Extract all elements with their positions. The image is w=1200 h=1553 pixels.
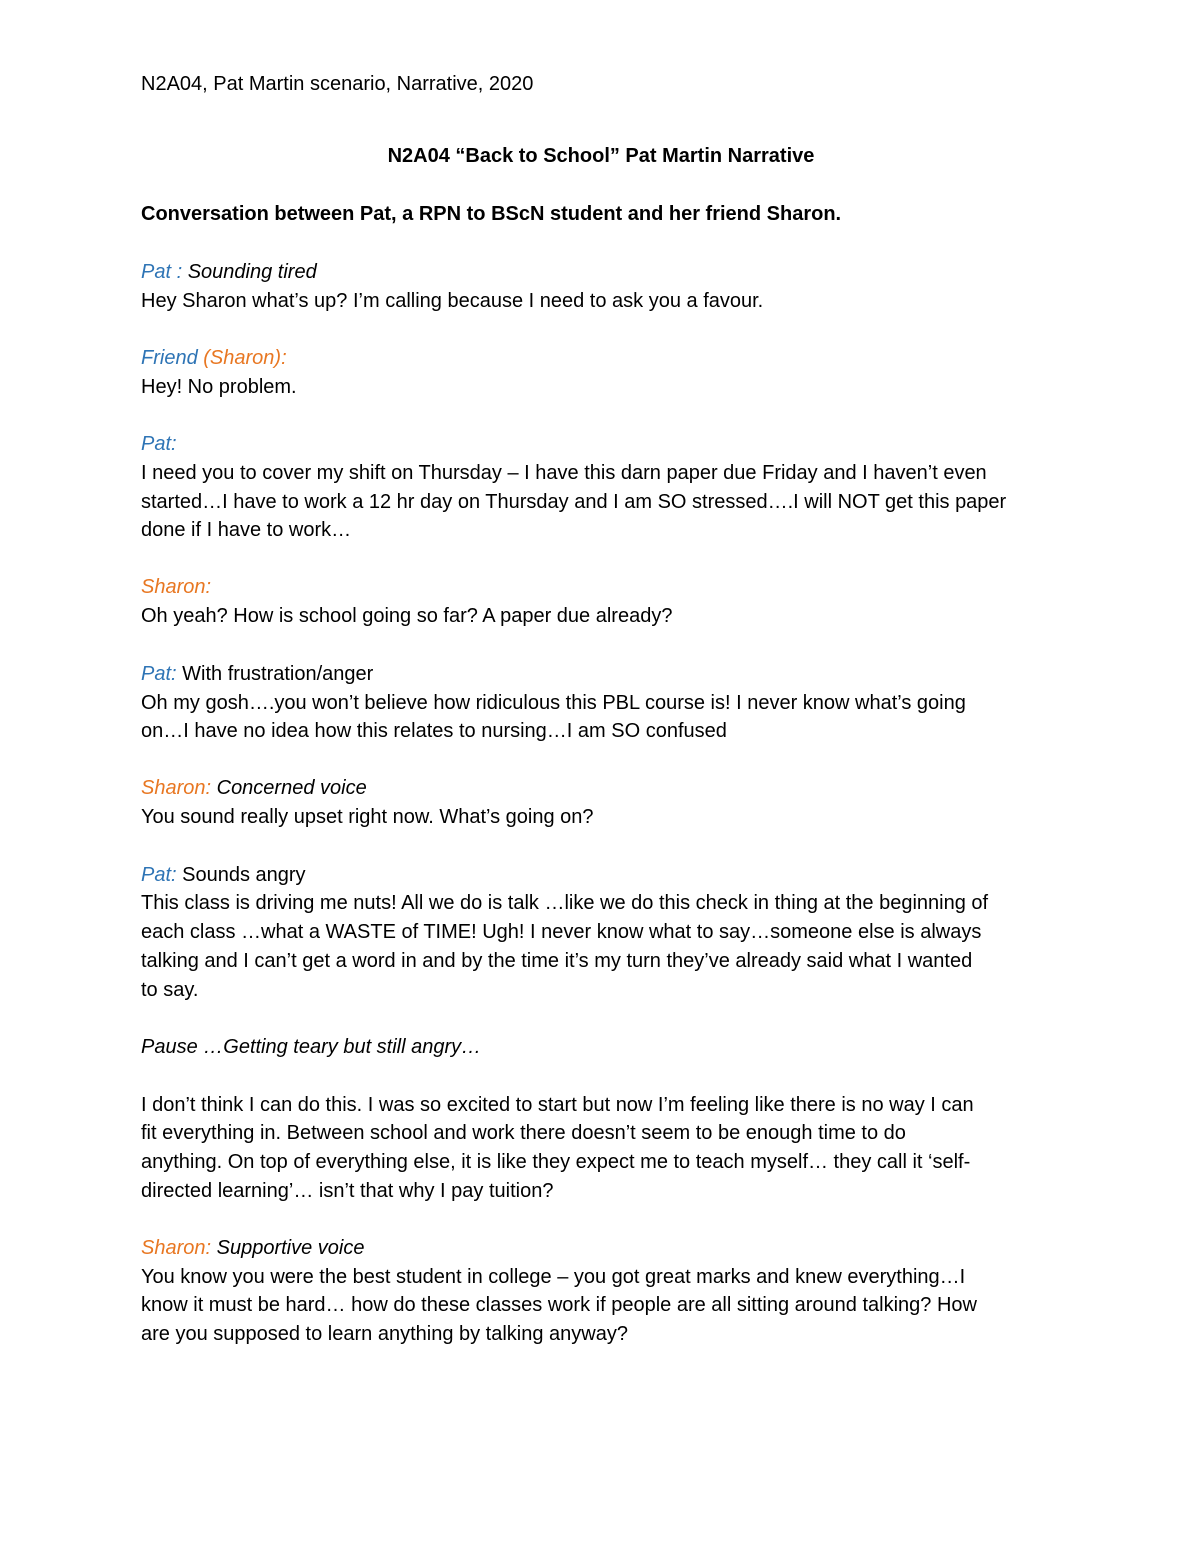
dialogue-line: Hey! No problem. bbox=[141, 376, 297, 398]
stage-cue: Sounding tired bbox=[187, 261, 317, 283]
document-header: N2A04, Pat Martin scenario, Narrative, 2020 bbox=[141, 73, 534, 95]
dialogue-line: started…I have to work a 12 hr day on Thursday and I am SO stressed….I will NOT get this paper bbox=[141, 491, 1007, 513]
document-title: N2A04 “Back to School” Pat Martin Narrative bbox=[387, 145, 815, 167]
speaker-line bbox=[141, 573, 211, 601]
dialogue-line: each class …what a WASTE of TIME! Ugh! I never know what to say…someone else is always bbox=[141, 921, 982, 943]
dialogue-line: I need you to cover my shift on Thursday – I have this darn paper due Friday and I haven’t even bbox=[141, 462, 987, 484]
dialogue-line: anything. On top of everything else, it is like they expect me to teach myself… they call it ‘self- bbox=[141, 1151, 971, 1173]
speaker-friend: Friend bbox=[141, 347, 204, 369]
speaker-line bbox=[141, 660, 373, 688]
speaker-pat: Pat: bbox=[141, 433, 177, 455]
stage-cue: Sounds angry bbox=[176, 864, 306, 886]
speaker-sharon: (Sharon): bbox=[203, 347, 287, 369]
stage-cue: Supportive voice bbox=[211, 1237, 365, 1259]
speaker-line bbox=[141, 861, 306, 889]
dialogue-line: done if I have to work… bbox=[141, 519, 352, 541]
speaker-pat: Pat: bbox=[141, 864, 177, 886]
dialogue-line: to say. bbox=[141, 979, 199, 1001]
speaker-pat: Pat : bbox=[141, 261, 188, 283]
dialogue-line: are you supposed to learn anything by talking anyway? bbox=[141, 1323, 628, 1345]
dialogue-line: know it must be hard… how do these classes work if people are all sitting around talking? How bbox=[141, 1294, 977, 1316]
speaker-sharon: Sharon: bbox=[141, 777, 212, 799]
speaker-line bbox=[141, 774, 367, 802]
dialogue-line: Oh my gosh….you won’t believe how ridiculous this PBL course is! I never know what’s going bbox=[141, 692, 966, 714]
dialogue-line: I don’t think I can do this. I was so excited to start but now I’m feeling like there is no way I can bbox=[141, 1094, 974, 1116]
speaker-sharon: Sharon: bbox=[141, 1237, 212, 1259]
dialogue-line: Hey Sharon what’s up? I’m calling because I need to ask you a favour. bbox=[141, 290, 764, 312]
dialogue-line: talking and I can’t get a word in and by the time it’s my turn they’ve already said what I wanted bbox=[141, 950, 973, 972]
speaker-line bbox=[141, 344, 287, 372]
dialogue-line: You sound really upset right now. What’s going on? bbox=[141, 806, 594, 828]
stage-cue: With frustration/anger bbox=[176, 663, 374, 685]
speaker-line bbox=[141, 430, 177, 458]
document-subtitle: Conversation between Pat, a RPN to BScN student and her friend Sharon. bbox=[141, 203, 842, 225]
speaker-sharon: Sharon: bbox=[141, 576, 212, 598]
speaker-line bbox=[141, 258, 317, 286]
dialogue-line: Oh yeah? How is school going so far? A paper due already? bbox=[141, 605, 673, 627]
speaker-pat: Pat: bbox=[141, 663, 177, 685]
stage-direction: Pause …Getting teary but still angry… bbox=[141, 1036, 482, 1058]
speaker-line bbox=[141, 1234, 364, 1262]
dialogue-line: fit everything in. Between school and work there doesn’t seem to be enough time to do bbox=[141, 1122, 906, 1144]
dialogue-line: This class is driving me nuts! All we do is talk …like we do this check in thing at the beginning of bbox=[141, 892, 989, 914]
dialogue-line: directed learning’… isn’t that why I pay tuition? bbox=[141, 1180, 554, 1202]
dialogue-line: on…I have no idea how this relates to nursing…I am SO confused bbox=[141, 720, 727, 742]
dialogue-line: You know you were the best student in college – you got great marks and knew everything…I bbox=[141, 1266, 966, 1288]
stage-cue: Concerned voice bbox=[211, 777, 367, 799]
